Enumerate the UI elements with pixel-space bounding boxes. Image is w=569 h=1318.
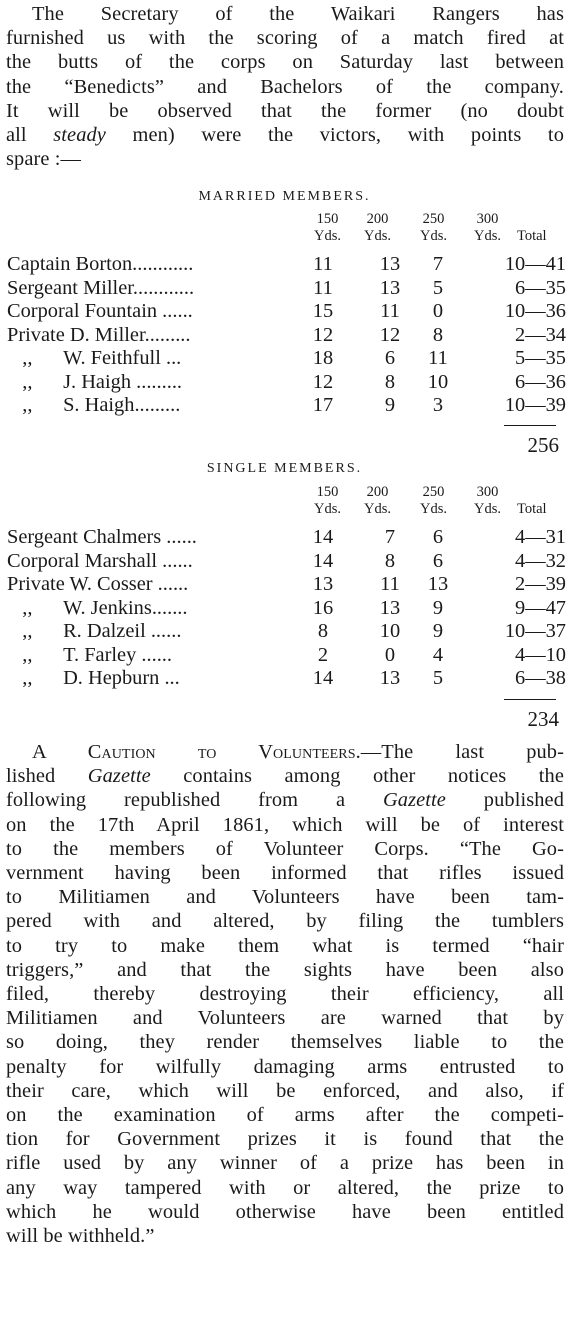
header-150: 150 Yds. [314, 211, 341, 244]
caution-line: vernment having been informed that rifles issued [6, 862, 564, 885]
single-header-250 [420, 484, 447, 518]
score-300: 5 [515, 347, 526, 369]
header-200: 200 Yds. [364, 211, 391, 244]
caution-line: penalty for wilfully damaging arms entrusted to [6, 1055, 564, 1078]
header-300: 300 Yds. [474, 484, 501, 517]
caution-line: to try to make them what is termed “hair [6, 934, 564, 957]
intro-text: men) were the victors, with points to [105, 124, 564, 147]
score-300-and-total [468, 370, 566, 394]
row-total: 39 [545, 573, 566, 595]
score-300: 10 [504, 394, 526, 416]
intro-line-italic [6, 123, 564, 147]
member-name: Private W. Cosser ...... [7, 573, 189, 595]
intro-line: It will be observed that the former (no doubt [6, 99, 564, 122]
caution-paragraph [6, 740, 564, 1248]
score-200: 9 [384, 394, 396, 416]
table-row [0, 549, 569, 573]
row-total: 39 [545, 394, 566, 416]
score-200: 13 [379, 253, 401, 275]
table-row [0, 299, 569, 323]
score-300: 9 [515, 596, 526, 619]
caution-text: published [445, 789, 564, 812]
row-total: 32 [545, 549, 566, 572]
dash-separator: — [525, 347, 546, 369]
member-name: ,, D. Hepburn ... [7, 667, 180, 689]
member-name: Private D. Miller......... [7, 323, 191, 346]
caution-text: following republished from a [6, 789, 383, 812]
intro-line: the butts of the corps on Saturday last between [6, 51, 564, 74]
caution-heading: A Caution to Volunteers. [32, 741, 361, 763]
dash-separator: — [525, 596, 546, 619]
dash-separator: — [525, 549, 546, 572]
score-300-and-total [468, 346, 566, 370]
row-total: 31 [545, 526, 566, 548]
table-row [0, 370, 569, 394]
score-150: 11 [313, 276, 333, 299]
score-300: 4 [515, 549, 526, 572]
caution-line: tion for Government prizes it is found that the [6, 1128, 564, 1151]
married-sum-rule [504, 425, 556, 426]
member-name: ,, S. Haigh......... [7, 394, 181, 416]
score-300: 6 [515, 370, 526, 393]
score-300-and-total [468, 299, 566, 323]
single-sum-rule [504, 699, 556, 700]
score-200: 0 [384, 643, 396, 666]
score-200: 12 [379, 323, 401, 346]
caution-line: their care, which will be enforced, and also, if [6, 1079, 564, 1102]
married-sum: 256 [527, 433, 559, 457]
score-250: 3 [432, 394, 444, 416]
dash-separator: — [525, 620, 546, 642]
score-200: 10 [379, 620, 401, 642]
caution-line: rifle used by any winner of a prize has been in [6, 1152, 564, 1175]
dash-separator: — [525, 253, 546, 275]
caution-line [6, 764, 564, 788]
row-total: 41 [545, 253, 566, 275]
score-200: 8 [384, 549, 396, 572]
score-150: 15 [312, 300, 334, 322]
member-name: Sergeant Chalmers ...... [7, 526, 197, 548]
intro-line: furnished us with the scoring of a match fired at [6, 27, 564, 50]
member-name: Captain Borton............ [7, 253, 194, 275]
table-row [0, 346, 569, 370]
score-300-and-total [468, 276, 566, 300]
score-250: 5 [432, 276, 444, 299]
row-total: 10 [545, 643, 566, 666]
table-row [0, 252, 569, 276]
caution-emphasis: Gazette [87, 765, 151, 788]
score-150: 8 [317, 620, 329, 642]
table-row [0, 666, 569, 690]
dash-separator: — [525, 394, 546, 416]
single-header-150 [314, 484, 341, 518]
caution-line: any way tampered with or altered, the prize to [6, 1176, 564, 1199]
score-250: 10 [427, 370, 449, 393]
member-name: Corporal Fountain ...... [7, 300, 193, 322]
intro-line: the “Benedicts” and Bachelors of the company. [6, 75, 564, 98]
member-name: Corporal Marshall ...... [7, 549, 193, 572]
intro-line: spare :— [6, 148, 81, 171]
score-300: 10 [504, 300, 526, 322]
dash-separator: — [525, 667, 546, 689]
caution-line: filed, thereby destroying their efficiency, all [6, 983, 564, 1006]
score-300-and-total [468, 619, 566, 643]
header-250: 250 Yds. [420, 484, 447, 517]
score-300-and-total [468, 643, 566, 667]
score-150: 14 [312, 667, 334, 689]
intro-emphasis: steady [53, 124, 106, 147]
score-250: 8 [432, 323, 444, 346]
caution-text: lished [6, 765, 88, 788]
caution-text: contains among other notices the [150, 765, 564, 788]
table-row [0, 619, 569, 643]
single-header-total: Total [517, 501, 547, 517]
score-150: 14 [312, 549, 334, 572]
score-300-and-total [468, 666, 566, 690]
header-200: 200 Yds. [364, 484, 391, 517]
score-300: 6 [515, 276, 526, 299]
member-name: ,, J. Haigh ......... [7, 370, 183, 393]
caution-line: which he would otherwise have been entitled [6, 1200, 564, 1223]
caution-line: will be withheld.” [6, 1225, 155, 1248]
dash-separator: — [525, 323, 546, 346]
score-300: 10 [504, 253, 526, 275]
married-header-200 [364, 211, 391, 245]
single-header-300 [474, 484, 501, 518]
score-250: 11 [428, 347, 448, 369]
caution-line: on the 17th April 1861, which will be of interest [6, 813, 564, 836]
table-row [0, 323, 569, 347]
table-row [0, 525, 569, 549]
score-200: 6 [384, 347, 396, 369]
score-150: 18 [312, 347, 334, 369]
score-300: 2 [515, 323, 526, 346]
score-300-and-total [468, 596, 566, 620]
score-250: 7 [432, 253, 444, 275]
score-300-and-total [468, 572, 566, 596]
table-row [0, 393, 569, 417]
intro-paragraph [6, 2, 564, 171]
caution-line: Militiamen and Volunteers are warned that by [6, 1007, 564, 1030]
score-150: 13 [312, 573, 334, 595]
member-name: ,, T. Farley ...... [7, 643, 172, 666]
score-150: 11 [313, 253, 333, 275]
row-total: 34 [545, 323, 566, 346]
table-row [0, 572, 569, 596]
married-header-150 [314, 211, 341, 245]
member-name: Sergeant Miller............ [7, 276, 195, 299]
caution-line: to the members of Volunteer Corps. “The Go- [6, 837, 564, 860]
header-250: 250 Yds. [420, 211, 447, 244]
score-250: 0 [432, 300, 444, 322]
score-300-and-total [468, 323, 566, 347]
caution-line: pered with and altered, by filing the tumblers [6, 910, 564, 933]
score-200: 13 [379, 667, 401, 689]
header-300: 300 Yds. [474, 211, 501, 244]
table-row [0, 276, 569, 300]
married-title: MARRIED MEMBERS. [198, 189, 371, 204]
married-header-300 [474, 211, 501, 245]
score-150: 12 [312, 323, 334, 346]
member-name: ,, W. Feithfull ... [7, 347, 182, 369]
dash-separator: — [525, 573, 546, 595]
table-row [0, 596, 569, 620]
score-150: 16 [312, 596, 334, 619]
score-150: 17 [312, 394, 334, 416]
header-150: 150 Yds. [314, 484, 341, 517]
score-200: 7 [384, 526, 396, 548]
score-300: 6 [515, 667, 526, 689]
score-300: 4 [515, 643, 526, 666]
intro-text: all [6, 124, 54, 147]
score-200: 8 [384, 370, 396, 393]
caution-line: to Militiamen and Volunteers have been tam- [6, 886, 564, 909]
row-total: 47 [545, 596, 566, 619]
score-300-and-total [468, 252, 566, 276]
caution-text: —The last pub- [360, 741, 564, 763]
score-250: 9 [432, 620, 444, 642]
score-150: 2 [317, 643, 329, 666]
dash-separator: — [525, 643, 546, 666]
score-300: 10 [504, 620, 526, 642]
caution-emphasis: Gazette [382, 789, 446, 812]
score-200: 13 [379, 596, 401, 619]
score-200: 11 [380, 573, 400, 595]
intro-line: The Secretary of the Waikari Rangers has [32, 3, 564, 25]
score-250: 4 [432, 643, 444, 666]
score-250: 5 [432, 667, 444, 689]
row-total: 36 [545, 370, 566, 393]
table-row [0, 643, 569, 667]
married-header-250 [420, 211, 447, 245]
score-300: 4 [515, 526, 526, 548]
single-title: SINGLE MEMBERS. [206, 461, 363, 476]
score-300-and-total [468, 525, 566, 549]
caution-line: so doing, they render themselves liable to the [6, 1031, 564, 1054]
married-header-total: Total [517, 228, 547, 244]
score-250: 13 [427, 573, 449, 595]
row-total: 37 [545, 620, 566, 642]
row-total: 35 [545, 347, 566, 369]
row-total: 35 [545, 276, 566, 299]
caution-line [6, 788, 564, 812]
score-150: 14 [312, 526, 334, 548]
row-total: 38 [545, 667, 566, 689]
caution-line: triggers,” and that the sights have been also [6, 958, 564, 981]
score-250: 9 [432, 596, 444, 619]
score-150: 12 [312, 370, 334, 393]
dash-separator: — [525, 276, 546, 299]
score-200: 11 [380, 300, 400, 322]
dash-separator: — [525, 526, 546, 548]
single-header-200 [364, 484, 391, 518]
member-name: ,, R. Dalzeil ...... [7, 620, 182, 642]
dash-separator: — [525, 370, 546, 393]
caution-line [6, 740, 564, 764]
score-200: 13 [379, 276, 401, 299]
caution-line: on the examination of arms after the competi- [6, 1104, 564, 1127]
dash-separator: — [525, 300, 546, 322]
row-total: 36 [545, 300, 566, 322]
score-300-and-total [468, 393, 566, 417]
member-name: ,, W. Jenkins....... [7, 596, 188, 619]
single-sum: 234 [527, 707, 559, 731]
score-250: 6 [432, 549, 444, 572]
score-250: 6 [432, 526, 444, 548]
score-300: 2 [515, 573, 526, 595]
score-300-and-total [468, 549, 566, 573]
